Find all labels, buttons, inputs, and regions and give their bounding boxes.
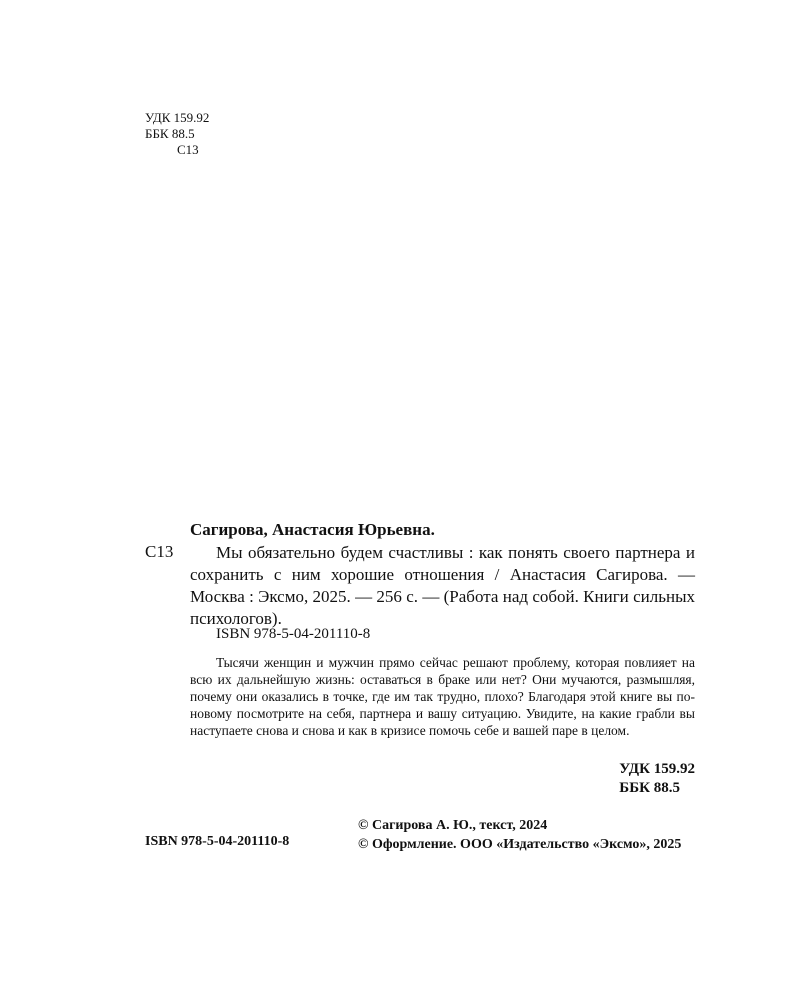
udk-code: УДК 159.92 bbox=[145, 110, 210, 125]
copyright-text: © Сагирова А. Ю., текст, 2024 bbox=[358, 818, 548, 833]
bbk-code: ББК 88.5 bbox=[145, 126, 195, 141]
author-sign: С13 bbox=[177, 142, 199, 157]
catalog-isbn: ISBN 978-5-04-201110-8 bbox=[216, 626, 371, 642]
classification-codes-top bbox=[145, 110, 209, 158]
bbk-code-bottom: ББК 88.5 bbox=[619, 780, 681, 796]
classification-codes-bottom bbox=[619, 760, 695, 798]
copyright-design: © Оформление. ООО «Издательство «Эксмо», 2025 bbox=[358, 837, 682, 852]
footer-isbn: ISBN 978-5-04-201110-8 bbox=[145, 834, 290, 849]
copyright-block bbox=[358, 816, 681, 854]
udk-code-bottom: УДК 159.92 bbox=[619, 761, 695, 777]
catalog-author: Сагирова, Анастасия Юрьевна. bbox=[190, 520, 435, 539]
annotation-paragraph: Тысячи женщин и мужчин прямо сейчас решают проблему, которая повлияет на всю их дальнейшую жизнь: оставаться в браке или нет? Они мучаются, размышляя, почему они оказались в точке, где им так трудно, плохо? Благодаря этой книге вы по-новому посмотрите на себя, партнера и вашу ситуацию. Увидите, на какие грабли вы наступаете снова и снова и как в кризисе помочь себе и вашей паре в целом. bbox=[190, 655, 695, 738]
catalog-description: Мы обязательно будем счастливы : как понять своего партнера и сохранить с ним хорошие отношения / Анастасия Сагирова. — Москва : Эксмо, 2025. — 256 с. — (Работа над собой. Книги сильных психологов). bbox=[190, 543, 695, 628]
catalog-author-sign: С13 bbox=[145, 542, 174, 561]
